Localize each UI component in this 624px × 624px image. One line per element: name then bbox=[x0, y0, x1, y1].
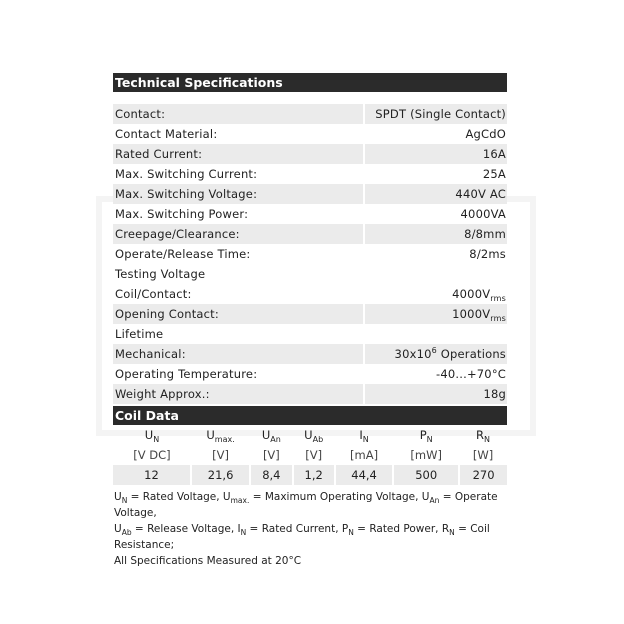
spec-value bbox=[363, 164, 507, 184]
spec-label: Testing Voltage bbox=[115, 267, 206, 281]
coil-unit-cell: [V DC] bbox=[133, 448, 171, 462]
coil-value-cell: 500 bbox=[393, 465, 459, 485]
spec-label: Lifetime bbox=[115, 327, 164, 341]
spec-row bbox=[113, 124, 507, 144]
spec-value-text: 8/8mm bbox=[464, 227, 506, 241]
coil-symbol-subscript: Ab bbox=[312, 435, 324, 444]
coil-value-cell: 1,2 bbox=[293, 465, 335, 485]
spec-label: Max. Switching Voltage: bbox=[113, 184, 363, 204]
footnote-text: = Release Voltage, I bbox=[131, 523, 241, 535]
spec-value bbox=[363, 244, 507, 264]
spec-row bbox=[113, 304, 507, 324]
coil-symbol-cell bbox=[191, 425, 250, 445]
footnote-subscript: N bbox=[348, 528, 354, 537]
coil-unit-cell: [V] bbox=[262, 448, 280, 462]
coil-symbol-cell bbox=[293, 425, 335, 445]
footnote-subscript: N bbox=[449, 528, 455, 537]
coil-symbol: U bbox=[144, 428, 154, 442]
coil-symbol-cell bbox=[459, 425, 507, 445]
coil-value-row bbox=[113, 465, 507, 485]
spec-value-subscript: rms bbox=[490, 294, 506, 303]
footnote-text: = Operate Voltage, bbox=[114, 491, 498, 519]
coil-symbol: R bbox=[476, 428, 485, 442]
footnote-text: = Maximum Operating Voltage, U bbox=[249, 491, 430, 503]
coil-symbol-subscript: N bbox=[484, 435, 491, 444]
spec-value-text: 440V AC bbox=[455, 187, 506, 201]
spec-value bbox=[363, 104, 507, 124]
coil-symbol: U bbox=[206, 428, 215, 442]
spec-row bbox=[113, 364, 507, 384]
coil-value-cell: 44,4 bbox=[335, 465, 393, 485]
spec-row bbox=[113, 244, 507, 264]
spec-value-text: 18g bbox=[483, 387, 506, 401]
spec-value-text: 8/2ms bbox=[469, 247, 506, 261]
spec-label: Operating Temperature: bbox=[115, 367, 258, 381]
spec-value-text: -40...+70°C bbox=[436, 367, 506, 381]
spec-value bbox=[363, 364, 507, 384]
footnote-subscript: N bbox=[240, 528, 247, 537]
spec-value bbox=[363, 224, 507, 244]
spec-value-text: 1000V bbox=[452, 307, 491, 321]
spec-label: Creepage/Clearance: bbox=[113, 224, 363, 244]
coil-symbol: U bbox=[304, 428, 313, 442]
spec-value-text: 30x10 bbox=[394, 347, 432, 361]
coil-symbol: P bbox=[419, 428, 427, 442]
spec-row bbox=[113, 384, 507, 404]
spec-value bbox=[363, 304, 507, 324]
footnote-line-3 bbox=[114, 553, 507, 569]
spec-value-text: 16A bbox=[482, 147, 506, 161]
coil-unit-cell: [V] bbox=[305, 448, 323, 462]
spec-value bbox=[363, 204, 507, 224]
spec-value bbox=[363, 284, 507, 304]
footnote-line-2 bbox=[114, 521, 507, 553]
coil-symbol-cell bbox=[113, 425, 191, 445]
coil-data-header: Coil Data bbox=[113, 406, 507, 425]
spec-label: Operate/Release Time: bbox=[115, 247, 251, 261]
footnote-subscript: max. bbox=[230, 496, 250, 505]
coil-symbol: U bbox=[261, 428, 271, 442]
coil-symbol-cell bbox=[250, 425, 292, 445]
coil-value-cell: 12 bbox=[113, 465, 191, 485]
spec-value bbox=[363, 384, 507, 404]
spec-value-text: 4000VA bbox=[460, 207, 506, 221]
coil-symbol-cell bbox=[393, 425, 459, 445]
footnote-text: = Rated Power, R bbox=[353, 523, 450, 535]
coil-value-cell: 21,6 bbox=[191, 465, 250, 485]
spec-label: Weight Approx.: bbox=[113, 384, 363, 404]
spec-row bbox=[113, 324, 507, 344]
coil-symbol-subscript: N bbox=[426, 435, 433, 444]
footnote-text: U bbox=[114, 491, 122, 503]
coil-symbol-cell bbox=[335, 425, 393, 445]
spec-value-text: 25A bbox=[482, 167, 506, 181]
spec-value bbox=[363, 324, 507, 344]
spec-value-superscript: 6 bbox=[431, 346, 437, 355]
coil-symbol-subscript: An bbox=[270, 435, 281, 444]
spec-value-text: AgCdO bbox=[465, 127, 506, 141]
coil-value-cell: 8,4 bbox=[250, 465, 292, 485]
footnote-subscript: N bbox=[121, 496, 128, 505]
spec-value bbox=[363, 264, 507, 284]
spec-label: Opening Contact: bbox=[113, 304, 363, 324]
spec-value-text: 4000V bbox=[452, 287, 491, 301]
spec-label: Coil/Contact: bbox=[115, 287, 192, 301]
footnote-subscript: An bbox=[429, 496, 440, 505]
spec-label: Mechanical: bbox=[113, 344, 363, 364]
spec-label: Max. Switching Current: bbox=[115, 167, 258, 181]
spec-value-text: SPDT (Single Contact) bbox=[375, 107, 506, 121]
coil-footnote bbox=[113, 489, 507, 569]
spec-label: Contact Material: bbox=[115, 127, 218, 141]
coil-symbol-subscript: N bbox=[153, 435, 160, 444]
coil-unit-cell: [W] bbox=[472, 448, 494, 462]
spec-label: Contact: bbox=[113, 104, 363, 124]
coil-value-cell: 270 bbox=[459, 465, 507, 485]
coil-symbol-row bbox=[113, 425, 507, 445]
coil-unit-cell: [mA] bbox=[350, 448, 379, 462]
coil-unit-row bbox=[113, 445, 507, 465]
spec-row bbox=[113, 184, 507, 204]
spec-value bbox=[363, 144, 507, 164]
spec-value bbox=[363, 344, 507, 364]
coil-symbol: I bbox=[359, 428, 363, 442]
spec-row bbox=[113, 264, 507, 284]
coil-unit-cell: [V] bbox=[212, 448, 229, 462]
spec-sheet bbox=[113, 73, 507, 569]
spec-value-suffix: Operations bbox=[436, 347, 506, 361]
spec-row bbox=[113, 344, 507, 364]
footnote-text: All Specifications Measured at 20°C bbox=[114, 555, 302, 567]
coil-symbol-subscript: max. bbox=[214, 435, 235, 444]
footnote-text: = Rated Current, P bbox=[246, 523, 349, 535]
spec-label: Rated Current: bbox=[113, 144, 363, 164]
coil-symbol-subscript: N bbox=[362, 435, 369, 444]
footnote-line-1 bbox=[114, 489, 507, 521]
spec-label: Max. Switching Power: bbox=[115, 207, 249, 221]
spec-value bbox=[363, 184, 507, 204]
technical-specifications-table bbox=[113, 104, 507, 404]
footnote-subscript: Ab bbox=[121, 528, 132, 537]
spec-value-subscript: rms bbox=[490, 314, 506, 323]
spec-row bbox=[113, 204, 507, 224]
spec-row bbox=[113, 284, 507, 304]
spec-value bbox=[363, 124, 507, 144]
footnote-text: U bbox=[114, 523, 122, 535]
spec-row bbox=[113, 164, 507, 184]
spec-row bbox=[113, 224, 507, 244]
coil-data-table bbox=[113, 425, 507, 485]
spec-row bbox=[113, 104, 507, 124]
footnote-text: = Rated Voltage, U bbox=[127, 491, 231, 503]
technical-specifications-header: Technical Specifications bbox=[113, 73, 507, 92]
coil-unit-cell: [mW] bbox=[410, 448, 442, 462]
footnote-text: = Coil Resistance; bbox=[114, 523, 490, 551]
spec-row bbox=[113, 144, 507, 164]
